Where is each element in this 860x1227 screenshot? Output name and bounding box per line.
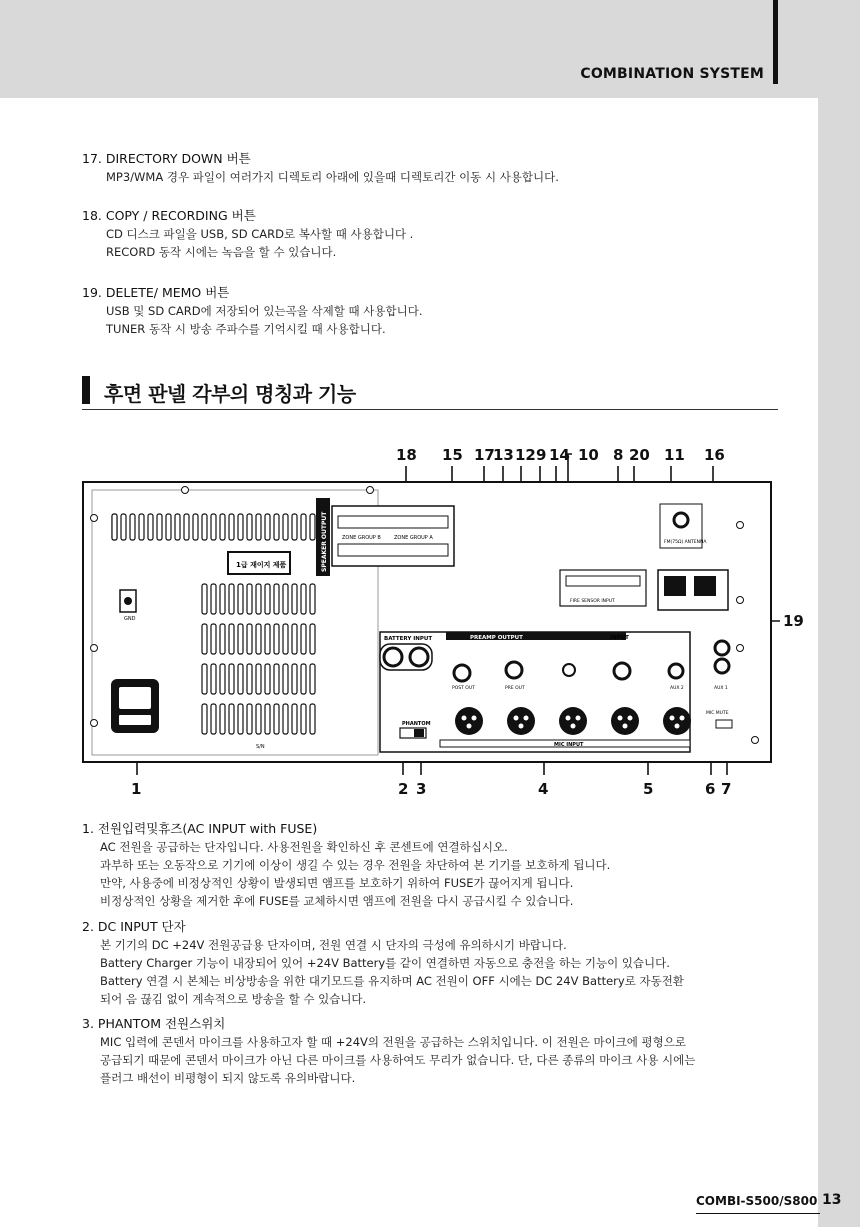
phantom-switch [400, 721, 431, 738]
svg-text:BATTERY INPUT: BATTERY INPUT [384, 636, 433, 642]
item-19 [82, 284, 422, 338]
item-line: USB 및 SD CARD에 저장되어 있는곡을 삭제할 때 사용합니다. [106, 304, 423, 318]
item-line: 공급되기 때문에 콘덴서 마이크가 아닌 다른 마이크를 사용하여도 무리가 없습니다. 단, 다른 종류의 마이크 사용 시에는 [100, 1053, 696, 1067]
battery-input [380, 636, 432, 670]
svg-text:GND: GND [124, 616, 136, 622]
callout-10: 10 [578, 446, 599, 464]
item-line: AC 전원을 공급하는 단자입니다. 사용전원을 확인하신 후 콘센트에 연결하십시오. [100, 840, 508, 854]
callout-11: 11 [664, 446, 685, 464]
fm-antenna [660, 504, 707, 548]
ac-inlet [112, 680, 158, 732]
item-line: 본 기기의 DC +24V 전원공급용 단자이며, 전원 연결 시 단자의 극성에 유의하시기 바랍니다. [100, 938, 567, 952]
item-title: 2. DC INPUT 단자 [82, 919, 186, 934]
svg-text:FIRE SENSOR INPUT: FIRE SENSOR INPUT [570, 599, 615, 604]
callout-12: 12 [515, 446, 536, 464]
item-1 [82, 820, 610, 910]
header-band [0, 0, 860, 98]
footer-rule [696, 1213, 820, 1214]
item-line: 비정상적인 상황을 제거한 후에 FUSE를 교체하시면 앰프에 전원을 다시 공급시킬 수 있습니다. [100, 894, 574, 908]
item-title: 3. PHANTOM 전원스위치 [82, 1016, 226, 1031]
callout-7: 7 [721, 780, 732, 798]
fire-sensor-input [560, 570, 646, 606]
mic-mute-label: MIC MUTE [706, 711, 729, 716]
mic-input-label: MIC INPUT [554, 742, 584, 748]
page-number: 13 [822, 1192, 842, 1208]
callout-20: 20 [629, 446, 650, 464]
callout-14: 14 [549, 446, 570, 464]
callout-13: 13 [493, 446, 514, 464]
section-marker [82, 376, 90, 404]
item-line: 과부하 또는 오동작으로 기기에 이상이 생길 수 있는 경우 전원을 차단하여 본 기기를 보호하게 됩니다. [100, 858, 611, 872]
item-3 [82, 1015, 695, 1087]
item-line: CD 디스크 파일을 USB, SD CARD로 복사할 때 사용합니다 . [106, 227, 414, 241]
footer-model: COMBI-S500/S800 [696, 1194, 818, 1208]
callout-6: 6 [705, 780, 716, 798]
section-heading [82, 374, 778, 410]
header-bar [773, 0, 778, 84]
svg-text:ZONE GROUP A: ZONE GROUP A [394, 535, 433, 541]
svg-text:PREAMP OUTPUT: PREAMP OUTPUT [470, 635, 523, 641]
side-band [818, 0, 860, 1227]
item-2 [82, 918, 684, 1008]
item-18 [82, 207, 413, 261]
item-line: 만약, 사용중에 비정상적인 상황이 발생되면 앰프를 보호하기 위하여 FUSE가 끊어지게 됩니다. [100, 876, 574, 890]
speaker-output-block [316, 498, 454, 576]
pre-out-label: PRE OUT [505, 686, 525, 691]
item-title: 17. DIRECTORY DOWN 버튼 [82, 151, 251, 166]
item-line: MIC 입력에 콘덴서 마이크를 사용하고자 할 때 +24V의 전원을 공급하는 스위치입니다. 이 전원은 마이크에 평형으로 [100, 1035, 686, 1049]
item-17 [82, 150, 559, 186]
callout-9: 9 [536, 446, 547, 464]
callout-2: 2 [398, 780, 409, 798]
item-title: 1. 전원입력및휴즈(AC INPUT with FUSE) [82, 821, 318, 836]
warning-sticker [228, 552, 290, 574]
svg-text:FM(75Ω) ANTENNA: FM(75Ω) ANTENNA [664, 540, 707, 545]
callout-4: 4 [538, 780, 549, 798]
item-line: RECORD 동작 시에는 녹음을 할 수 있습니다. [106, 245, 337, 259]
callout-16: 16 [704, 446, 725, 464]
callout-8: 8 [613, 446, 624, 464]
callout-17: 17 [474, 446, 495, 464]
item-title: 19. DELETE/ MEMO 버튼 [82, 285, 230, 300]
item-line: Battery Charger 기능이 내장되어 있어 +24V Battery를 같이 연결하면 자동으로 충전을 하는 기능이 있습니다. [100, 956, 670, 970]
callout-19: 19 [783, 612, 804, 630]
section-title: 후면 판넬 각부의 명칭과 기능 [104, 382, 356, 406]
svg-text:INPUT: INPUT [610, 635, 629, 641]
svg-text:SPEAKER OUTPUT: SPEAKER OUTPUT [321, 511, 328, 572]
item-line: TUNER 동작 시 방송 주파수를 기억시킬 때 사용합니다. [106, 322, 386, 336]
callout-18: 18 [396, 446, 417, 464]
header-title: COMBINATION SYSTEM [580, 66, 764, 82]
callout-1: 1 [131, 780, 142, 798]
item-line: MP3/WMA 경우 파일이 여러가지 디렉토리 아래에 있을때 디렉토리간 이동 시 사용합니다. [106, 170, 559, 184]
callout-15: 15 [442, 446, 463, 464]
svg-text:ZONE GROUP B: ZONE GROUP B [342, 535, 381, 541]
callout-5: 5 [643, 780, 654, 798]
rear-panel-diagram [80, 440, 810, 800]
post-out-label: POST OUT [452, 686, 475, 691]
rj45-block [658, 570, 728, 610]
aux1-label: AUX 1 [714, 686, 728, 691]
item-title: 18. COPY / RECORDING 버튼 [82, 208, 256, 223]
callout-3: 3 [416, 780, 427, 798]
svg-text:1급 재이지 제품: 1급 재이지 제품 [236, 561, 287, 569]
item-line: 플러그 배선이 비평형이 되지 않도록 유의바랍니다. [100, 1071, 356, 1085]
item-line: Battery 연결 시 본체는 비상방송을 위한 대기모드를 유지하며 AC 전원이 OFF 시에는 DC 24V Battery로 자동전환 [100, 974, 684, 988]
top-vents [112, 514, 315, 540]
svg-text:PHANTOM: PHANTOM [402, 721, 431, 727]
aux2-label: AUX 2 [670, 686, 684, 691]
item-line: 되어 음 끊김 없이 계속적으로 방송을 할 수 있습니다. [100, 992, 367, 1006]
sn-label: S/N [256, 744, 265, 750]
